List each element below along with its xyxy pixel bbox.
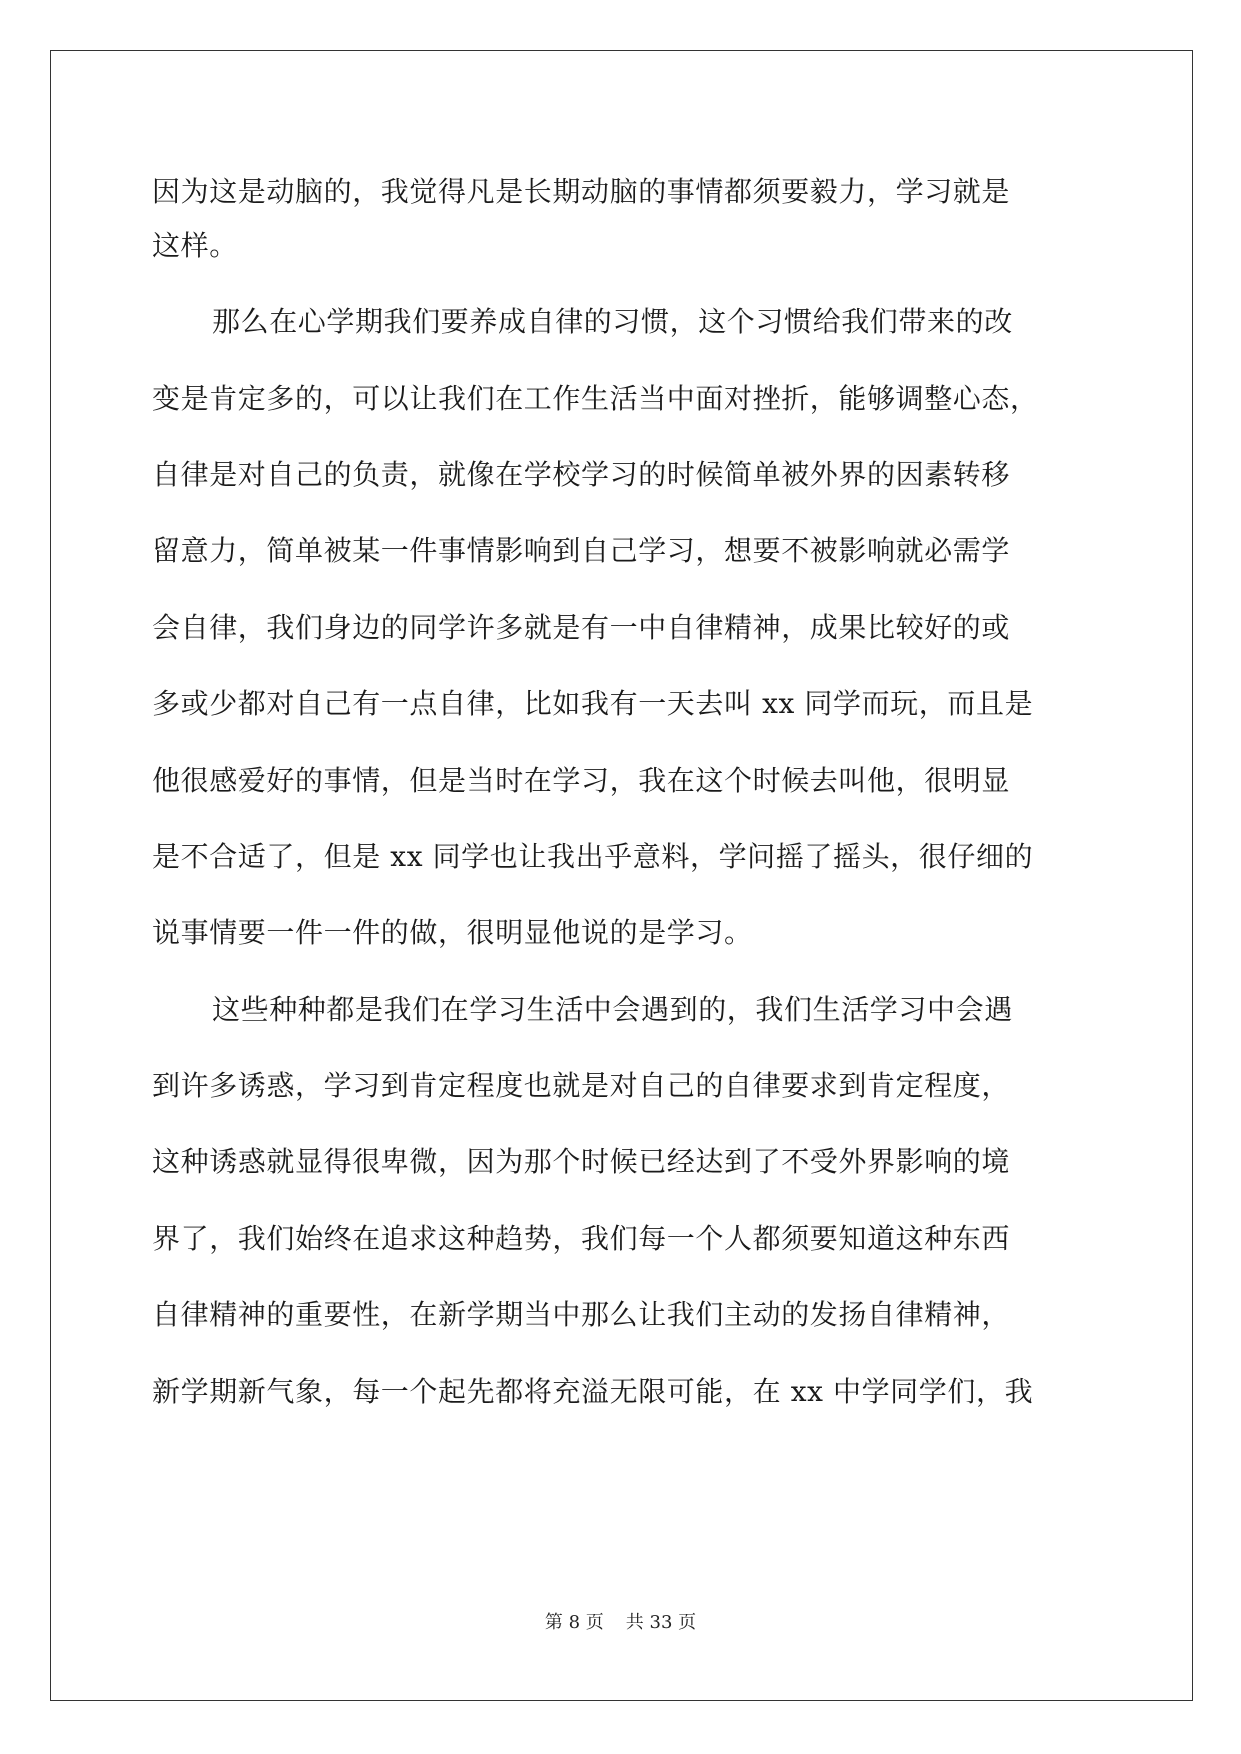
text-line: 是不合适了，但是 xx 同学也让我出乎意料，学问摇了摇头，很仔细的 (152, 840, 1034, 873)
text-line: 这种诱惑就显得很卑微，因为那个时候已经达到了不受外界影响的境 (152, 1145, 1011, 1178)
text-line: 留意力，简单被某一件事情影响到自己学习，想要不被影响就必需学 (152, 534, 1011, 567)
text-line: 会自律，我们身边的同学许多就是有一中自律精神，成果比较好的或 (152, 611, 1011, 644)
text-line: 他很感爱好的事情，但是当时在学习，我在这个时候去叫他，很明显 (152, 764, 1011, 797)
text-line: 新学期新气象，每一个起先都将充溢无限可能，在 xx 中学同学们，我 (152, 1375, 1034, 1408)
text-line: 多或少都对自己有一点自律，比如我有一天去叫 xx 同学而玩，而且是 (152, 687, 1034, 720)
paragraph-start-line: 这些种种都是我们在学习生活中会遇到的，我们生活学习中会遇 (212, 993, 1013, 1026)
paragraph-start-line: 那么在心学期我们要养成自律的习惯，这个习惯给我们带来的改 (212, 305, 1013, 338)
page-footer (0, 1608, 1241, 1634)
text-line: 到许多诱惑，学习到肯定程度也就是对自己的自律要求到肯定程度， (152, 1069, 1011, 1102)
text-line: 因为这是动脑的，我觉得凡是长期动脑的事情都须要毅力，学习就是 (152, 175, 1011, 208)
text-line: 自律是对自己的负责，就像在学校学习的时候简单被外界的因素转移 (152, 458, 1011, 491)
text-line: 变是肯定多的，可以让我们在工作生活当中面对挫折，能够调整心态， (152, 382, 1039, 415)
text-line: 自律精神的重要性，在新学期当中那么让我们主动的发扬自律精神， (152, 1298, 1011, 1331)
text-line: 这样。 (152, 229, 238, 262)
page-number: 第 8 页 (544, 1612, 604, 1633)
page-total: 共 33 页 (625, 1612, 697, 1633)
text-line: 说事情要一件一件的做，很明显他说的是学习。 (152, 916, 753, 949)
text-line: 界了，我们始终在追求这种趋势，我们每一个人都须要知道这种东西 (152, 1222, 1011, 1255)
